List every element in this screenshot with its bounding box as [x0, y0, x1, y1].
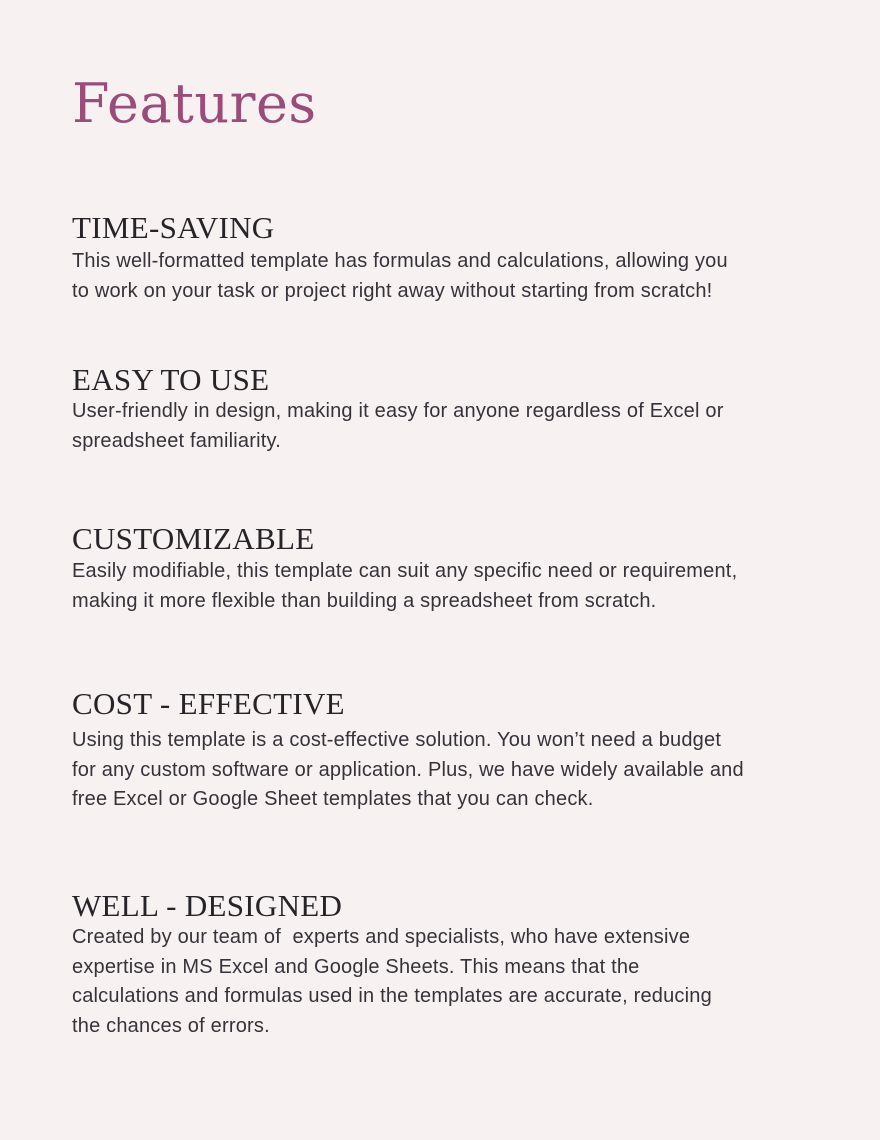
feature-description: Using this template is a cost-effective solution. You won’t need a budget for any custom software or application. Plus, we have widely available and free Excel or Google Sheet templates that you can check.	[72, 729, 744, 810]
feature-description: This well-formatted template has formulas and calculations, allowing you to work on your task or project right away without starting from scratch!	[72, 250, 728, 302]
feature-customizable	[72, 521, 832, 616]
feature-easy-to-use	[72, 362, 832, 456]
feature-time-saving	[72, 210, 832, 306]
feature-heading: WELL - DESIGNED	[72, 888, 343, 923]
feature-heading: COST - EFFECTIVE	[72, 686, 345, 721]
page-title: Features	[72, 72, 317, 135]
feature-cost-effective	[72, 686, 832, 815]
feature-well-designed	[72, 888, 832, 1041]
feature-heading: EASY TO USE	[72, 362, 270, 397]
feature-description: Created by our team of experts and specialists, who have extensive expertise in MS Excel and Google Sheets. This means that the calculations and formulas used in the templates are accurate, reducing the chances of errors.	[72, 926, 712, 1037]
feature-heading: TIME-SAVING	[72, 210, 275, 245]
feature-heading: CUSTOMIZABLE	[72, 521, 315, 556]
feature-description: Easily modifiable, this template can suit any specific need or requirement, making it more flexible than building a spreadsheet from scratch.	[72, 560, 738, 612]
feature-description: User-friendly in design, making it easy for anyone regardless of Excel or spreadsheet familiarity.	[72, 400, 724, 452]
